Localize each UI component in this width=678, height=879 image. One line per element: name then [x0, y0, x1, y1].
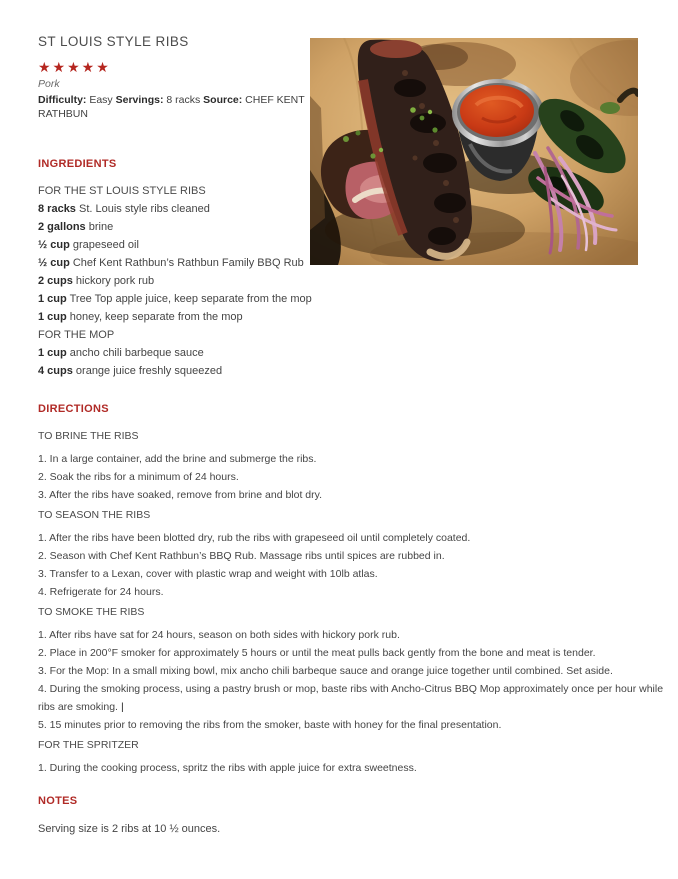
ingredient-item [38, 362, 338, 380]
ingredient-qty: 1 cup [38, 311, 67, 323]
ingredient-item [38, 236, 338, 254]
ingredient-qty: 8 racks [38, 203, 76, 215]
direction-step: 1. After the ribs have been blotted dry, rub the ribs with grapeseed oil until completely coated. [38, 532, 471, 544]
ingredient-text: orange juice freshly squeezed [72, 365, 223, 377]
ingredient-qty: ½ cup [38, 239, 70, 251]
direction-step: 3. After the ribs have soaked, remove from brine and blot dry. [38, 489, 323, 501]
ingredient-item [38, 272, 338, 290]
ingredient-text: Chef Kent Rathbun’s Rathbun Family BBQ Rub [69, 257, 304, 269]
category-label: Pork [38, 78, 60, 90]
source-label: Source: [203, 94, 243, 106]
servings-value: 8 racks [163, 94, 204, 106]
ingredient-item [38, 290, 338, 308]
ingredient-item [38, 308, 338, 326]
notes-section [38, 795, 638, 838]
direction-step: 2. Soak the ribs for a minimum of 24 hours. [38, 471, 239, 483]
difficulty-value: Easy [86, 94, 116, 106]
ribs-photo-illustration [310, 38, 638, 265]
source-value: CHEF KENT RATHBUN [38, 94, 305, 120]
direction-step: 5. 15 minutes prior to removing the ribs from the smoker, baste with honey for the final presentation. [38, 719, 502, 731]
ingredient-item [38, 344, 338, 362]
ingredient-text: grapeseed oil [69, 239, 139, 251]
ingredient-text: hickory pork rub [72, 275, 155, 287]
notes-heading: NOTES [38, 795, 78, 807]
recipe-header [38, 34, 306, 121]
ingredient-item [38, 218, 338, 236]
text-cursor: | [120, 701, 124, 713]
ingredient-text: brine [85, 221, 114, 233]
rating-stars-icon: ★★★★★ [38, 59, 111, 75]
ingredient-text: honey, keep separate from the mop [66, 311, 243, 323]
direction-step: 2. Season with Chef Kent Rathbun’s BBQ Rub. Massage ribs until spices are rubbed in. [38, 550, 445, 562]
ingredient-qty: 2 cups [38, 275, 73, 287]
servings-label: Servings: [115, 94, 164, 106]
ingredient-group-title: FOR THE ST LOUIS STYLE RIBS [38, 185, 206, 197]
direction-step: 1. In a large container, add the brine and submerge the ribs. [38, 453, 317, 465]
ingredient-qty: 2 gallons [38, 221, 86, 233]
direction-step: 4. Refrigerate for 24 hours. [38, 586, 164, 598]
difficulty-label: Difficulty: [38, 94, 87, 106]
directions-subhead: TO BRINE THE RIBS [38, 430, 139, 442]
ingredient-qty: 1 cup [38, 347, 67, 359]
ingredient-text: Tree Top apple juice, keep separate from the mop [66, 293, 312, 305]
recipe-meta [38, 93, 306, 121]
notes-text: Serving size is 2 ribs at 10 ½ ounces. [38, 823, 221, 835]
ingredients-section [38, 158, 338, 380]
direction-step: 3. For the Mop: In a small mixing bowl, mix ancho chili barbeque sauce and orange juice together until combined. Set aside. [38, 665, 613, 677]
ingredient-item [38, 254, 338, 272]
direction-step: 1. During the cooking process, spritz the ribs with apple juice for extra sweetness. [38, 762, 417, 774]
directions-subhead: FOR THE SPRITZER [38, 739, 139, 751]
directions-subhead: TO SEASON THE RIBS [38, 509, 151, 521]
directions-subhead: TO SMOKE THE RIBS [38, 606, 145, 618]
direction-step: 2. Place in 200°F smoker for approximately 5 hours or until the meat pulls back gently from the bone and meat is tender. [38, 647, 596, 659]
direction-step: 4. During the smoking process, using a pastry brush or mop, baste ribs with Ancho-Citrus BBQ Mop approximately once per hour while ribs are smoking. | [38, 683, 664, 713]
direction-step: 1. After ribs have sat for 24 hours, season on both sides with hickory pork rub. [38, 629, 400, 641]
page-title: ST LOUIS STYLE RIBS [38, 34, 189, 49]
recipe-photo [310, 38, 638, 265]
ingredient-text: ancho chili barbeque sauce [66, 347, 204, 359]
directions-section [38, 403, 676, 777]
ingredient-text: St. Louis style ribs cleaned [75, 203, 210, 215]
ingredient-qty: 1 cup [38, 293, 67, 305]
ingredient-group-title: FOR THE MOP [38, 329, 115, 341]
ingredient-item [38, 200, 338, 218]
directions-heading: DIRECTIONS [38, 403, 109, 415]
direction-step: 3. Transfer to a Lexan, cover with plastic wrap and weight with 10lb atlas. [38, 568, 378, 580]
ingredient-qty: 4 cups [38, 365, 73, 377]
ingredients-heading: INGREDIENTS [38, 158, 117, 170]
ingredient-qty: ½ cup [38, 257, 70, 269]
